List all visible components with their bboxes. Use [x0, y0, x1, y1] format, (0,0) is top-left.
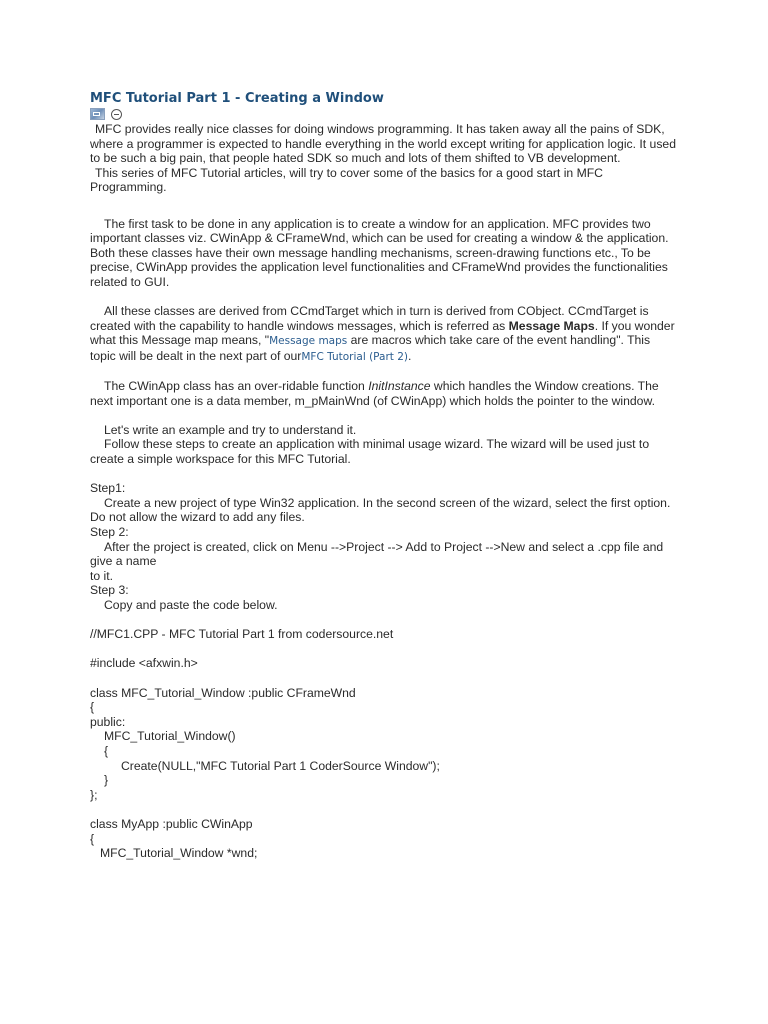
example-text-2: Follow these steps to create an application with minimal usage wizard. The wizard will be used just to create a simple workspace for this MFC Tutorial.: [90, 437, 650, 467]
paragraph-winapp: [90, 379, 678, 408]
step3-text-content: Copy and paste the code below.: [104, 598, 278, 612]
code-constructor: [90, 729, 678, 744]
intro-paragraph-1: [90, 122, 678, 166]
paragraph-example-1: [90, 423, 678, 438]
code-constructor-close-text: }: [104, 773, 109, 788]
code-constructor-open-text: {: [104, 743, 109, 758]
intro-text-1: MFC provides really nice classes for doing windows programming. It has taken away all the pains of SDK, where a programmer is expected to handle everything in the world except writing for application logic. It used to be such a big pain, that people hated SDK so much and lots of them shifted to VB development.: [90, 122, 676, 166]
initinstance-italic: InitInstance: [368, 379, 431, 394]
code-class2-declaration: class MyApp :public CWinApp: [90, 816, 253, 831]
article: [90, 90, 678, 861]
code-brace-open: {: [90, 700, 95, 715]
derived-text-b: . If you wonder what this Message map means, ": [90, 318, 675, 348]
code-class1-end: };: [90, 787, 98, 802]
step3-label: Step 3:: [90, 583, 129, 598]
code-class2-open: {: [90, 831, 95, 846]
step2-text-content: After the project is created, click on Menu -->Project --> Add to Project -->New and select a .cpp file and give a name: [90, 539, 664, 569]
code-member: [90, 846, 678, 861]
page-title: MFC Tutorial Part 1 - Creating a Window: [90, 91, 384, 106]
intro-text-2: This series of MFC Tutorial articles, will try to cover some of the basics for a good start in MFC Programming.: [90, 165, 603, 195]
paragraph-example-2: [90, 437, 678, 466]
code-public: public:: [90, 714, 126, 729]
step2-text-cont: to it.: [90, 568, 114, 583]
image-icon[interactable]: [90, 108, 105, 120]
code-class1-declaration: class MFC_Tutorial_Window :public CFrameWnd: [90, 685, 356, 700]
code-include: #include <afxwin.h>: [90, 656, 198, 671]
derived-text-a: All these classes are derived from CCmdTarget which in turn is derived from CObject. CCmdTarget is created with the capability to handle windows messages, which is referred as: [90, 304, 649, 333]
code-create-call-text: Create(NULL,"MFC Tutorial Part 1 CoderSource Window");: [121, 758, 440, 773]
step1-text-content: Create a new project of type Win32 application. In the second screen of the wizard, select the first option. Do not allow the wizard to add any files.: [90, 495, 671, 525]
first-task-text: The first task to be done in any application is to create a window for an application. MFC provides two important classes viz. CWinApp & CFrameWnd, which can be used for creating a window & the application. Both these classes have their own message handling mechanisms, screen-drawing functions etc., To be precise, CWinApp provides the application level functionalities and CFrameWnd provides the functionalities related to GUI.: [90, 216, 669, 289]
winapp-text-a: The CWinApp class has an over-ridable function: [104, 379, 369, 394]
step1-text: [90, 496, 678, 525]
paragraph-derived: [90, 304, 678, 364]
derived-text-c: are macros which take care of the event handling". This topic will be dealt in the next part of our: [90, 333, 651, 363]
code-member-text: MFC_Tutorial_Window *wnd;: [100, 846, 258, 861]
mfc-tutorial-part2-link[interactable]: MFC Tutorial (Part 2): [301, 350, 409, 363]
winapp-text-b: which handles the Window creations. The next important one is a data member, m_pMainWnd (of CWinApp) which holds the pointer to the window.: [90, 379, 659, 408]
collapse-minus-icon[interactable]: [111, 109, 122, 120]
step2-label: Step 2:: [90, 525, 129, 540]
paragraph-first-task: [90, 217, 678, 290]
step1-label: Step1:: [90, 481, 126, 496]
message-maps-bold: Message Maps: [508, 318, 595, 333]
derived-text-d: .: [408, 348, 412, 363]
step2-text: [90, 540, 678, 569]
intro-paragraph-2: [90, 166, 678, 195]
code-comment: //MFC1.CPP - MFC Tutorial Part 1 from codersource.net: [90, 627, 394, 642]
step3-text: [90, 598, 678, 613]
code-create-call: [90, 759, 678, 774]
code-constructor-text: MFC_Tutorial_Window(): [104, 729, 236, 744]
message-maps-link[interactable]: Message maps: [269, 335, 348, 348]
code-constructor-open: [90, 744, 678, 759]
code-constructor-close: [90, 773, 678, 788]
title-icons: [90, 106, 678, 122]
example-text-1: Let's write an example and try to understand it.: [104, 422, 357, 437]
